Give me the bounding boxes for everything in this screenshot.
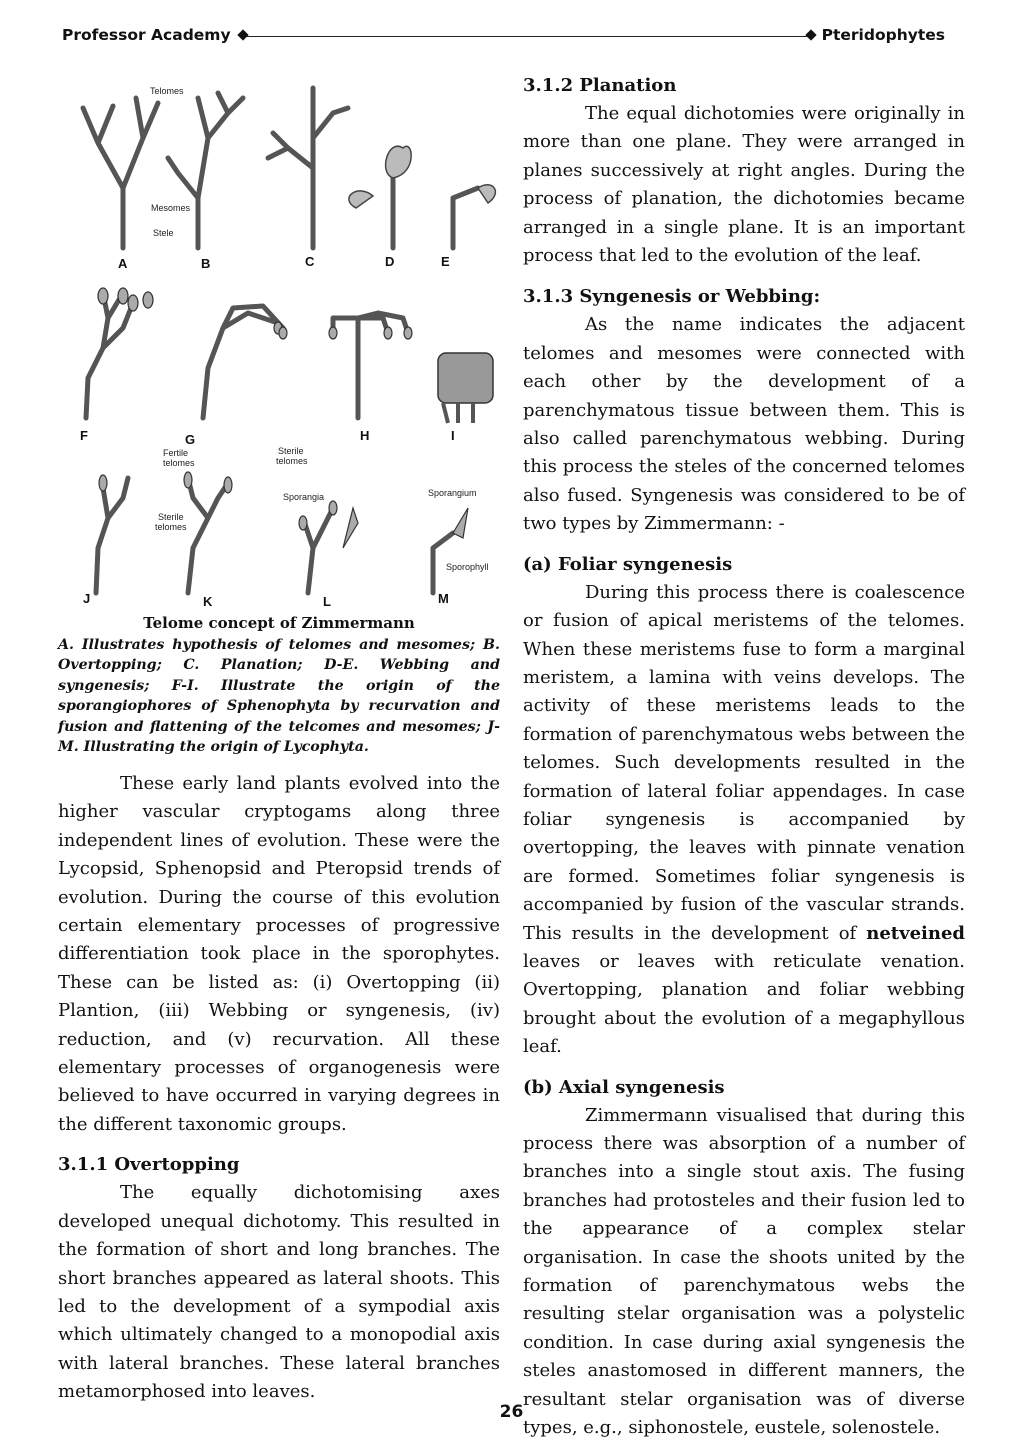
label-sterile: Sterile	[278, 446, 304, 456]
label-letter: J	[83, 591, 91, 606]
foliar-text-b: leaves or leaves with reticulate venation. Overtopping, planation and foliar webbing brought about the evolution of a megaphyllous leaf.	[523, 950, 965, 1058]
heading-syngenesis: 3.1.3 Syngenesis or Webbing:	[523, 286, 821, 308]
netveined-term: netveined	[866, 922, 965, 944]
header-left: Professor Academy	[62, 26, 231, 44]
header-rule	[246, 36, 807, 37]
left-column	[58, 770, 500, 1407]
heading-foliar: (a) Foliar syngenesis	[523, 553, 733, 575]
page-number: 26	[499, 1402, 524, 1422]
syngenesis-paragraph: As the name indicates the adjacent telomes and mesomes were connected with each other by the development of a parenchymatous tissue between them. This is also called parenchymatous webbing. During this process the steles of the concerned telomes also fused. Syngenesis was considered to be of two types by Zimmermann: -	[523, 314, 965, 535]
header-right: Pteridophytes	[821, 26, 945, 44]
right-column	[523, 72, 965, 1442]
label-letter: H	[360, 428, 370, 443]
label-mesomes: Mesomes	[151, 203, 191, 213]
foliar-text-a: During this process there is coalescence or fusion of apical meristems of the telomes. When these meristems fuse to form a marginal meristem, a lamina with veins develops. The activity of these meristems leads to the formation of parenchymatous webs between the telomes. Such developments resulted in the formation of lateral foliar appendages. In case foliar syngenesis is accompanied by overtopping, the leaves with pinnate venation are formed. Sometimes foliar syngenesis is accompanied by fusion of the vascular strands. This results in the development of	[523, 581, 965, 944]
label-sterile-2: telomes	[276, 456, 308, 466]
label-letter: K	[203, 594, 213, 609]
label-letter: L	[323, 594, 331, 609]
label-letter: M	[438, 591, 449, 606]
heading-axial: (b) Axial syngenesis	[523, 1076, 725, 1098]
planation-paragraph: The equal dichotomies were originally in more than one plane. They were arranged in planes successively at right angles. During the process of planation, the dichotomies became arranged in a single plane. It is an important process that led to the evolution of the leaf.	[523, 103, 965, 267]
heading-planation: 3.1.2 Planation	[523, 75, 677, 96]
label-telomes: Telomes	[150, 86, 184, 96]
label-letter: A	[118, 256, 128, 271]
label-letter: D	[385, 254, 395, 269]
label-sterile-b-2: telomes	[155, 522, 187, 532]
label-letter: C	[305, 254, 315, 269]
label-sporangium: Sporangium	[428, 488, 477, 498]
figure-caption-body: A. Illustrates hypothesis of telomes and mesomes; B. Overtopping; C. Planation; D-E. Webbing and syngenesis; F-I. Illustrate the origin of the sporangiophores of Sphenophyta by recurvation and fusion and flattening of the telcomes and mesomes; J-M. Illustrating the origin of Lycophyta.	[58, 637, 500, 756]
label-stele: Stele	[153, 228, 174, 238]
diamond-icon	[805, 29, 816, 40]
label-letter: I	[451, 428, 455, 443]
label-fertile-2: telomes	[163, 458, 195, 468]
foliar-paragraph	[523, 579, 965, 1062]
label-letter: G	[185, 432, 196, 447]
label-sporophyll: Sporophyll	[446, 562, 489, 572]
intro-paragraph: These early land plants evolved into the higher vascular cryptogams along three independent lines of evolution. These were the Lycopsid, Sphenopsid and Pteropsid trends of evolution. During the course of this evolution certain elementary processes of progressive differentiation took place in the sporophytes. These can be listed as: (i) Overtopping (ii) Plantion, (iii) Webbing or syngenesis, (iv) reduction, and (v) recurvation. All these elementary processes of organogenesis were believed to have occurred in varying degrees in the different taxonomic groups.	[58, 773, 500, 1135]
label-fertile: Fertile	[163, 448, 189, 458]
label-letter: E	[441, 254, 450, 269]
heading-overtopping: 3.1.1 Overtopping	[58, 1154, 240, 1176]
telome-figure	[58, 78, 503, 616]
label-letter: B	[201, 256, 211, 271]
figure-caption-title: Telome concept of Zimmermann	[143, 614, 415, 632]
label-sterile-b: Sterile	[158, 512, 184, 522]
label-sporangia: Sporangia	[283, 492, 325, 502]
diamond-icon	[237, 29, 248, 40]
overtopping-paragraph: The equally dichotomising axes developed unequal dichotomy. This resulted in the formation of short and long branches. The short branches appeared as lateral shoots. This led to the development of a sympodial axis which ultimately changed to a monopodial axis with lateral branches. These lateral branches metamorphosed into leaves.	[58, 1182, 500, 1403]
page-header	[62, 26, 945, 50]
label-letter: F	[80, 428, 88, 443]
axial-paragraph: Zimmermann visualised that during this process there was absorption of a number of branches into a single stout axis. The fusing branches had protosteles and their fusion led to the appearance of a complex stelar organisation. In case the shoots united by the formation of parenchymatous webs the resulting stelar organisation was a polystelic condition. In case during axial syngenesis the steles anastomosed in different manners, the resultant stelar organisation was of diverse types, e.g., siphonostele, eustele, solenostele.	[523, 1104, 965, 1439]
